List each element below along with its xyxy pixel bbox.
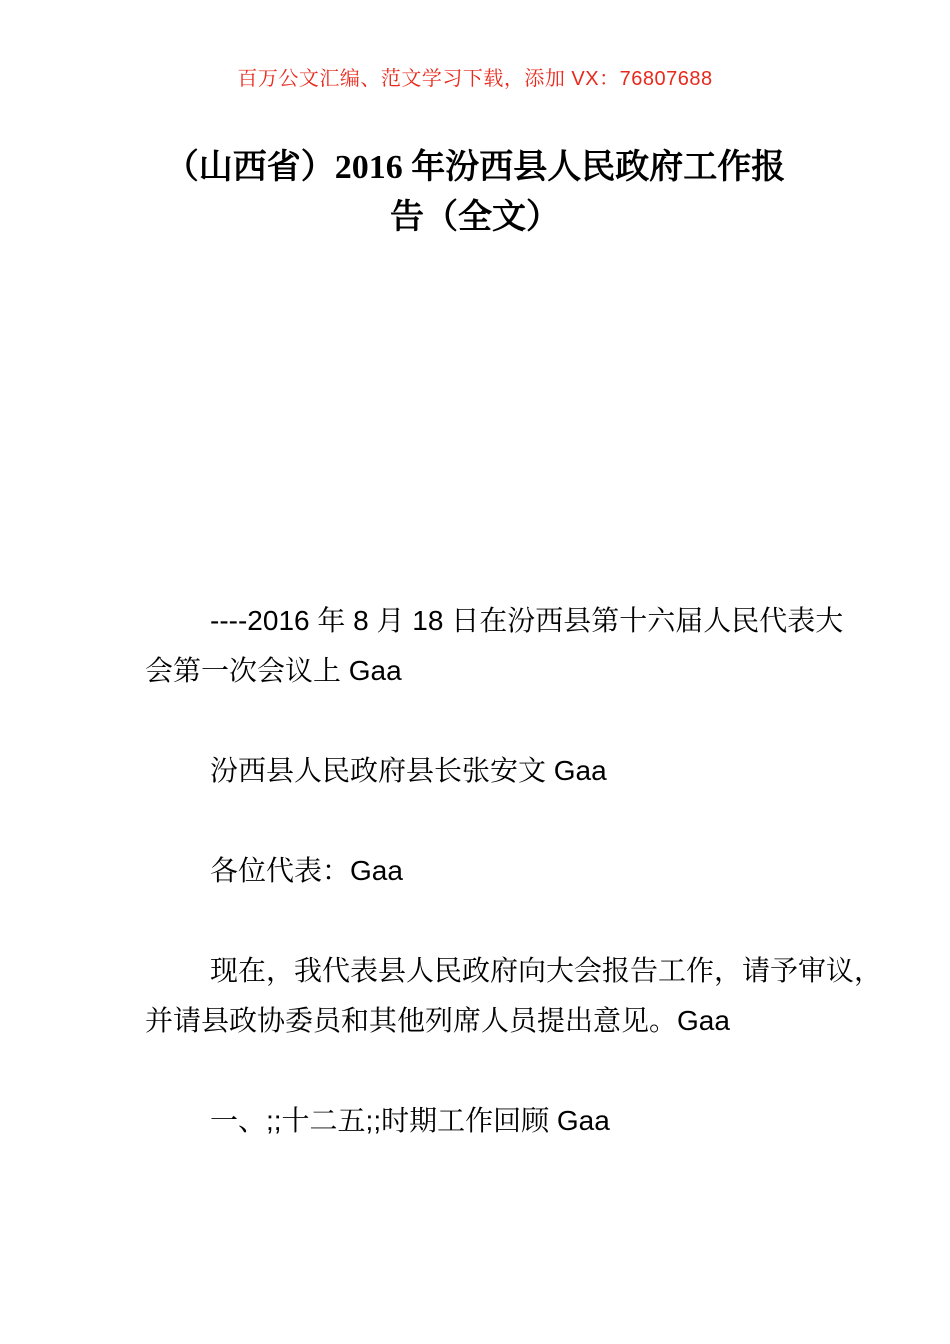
paragraph-line: 汾西县人民政府县长张安文 Gaa xyxy=(210,755,607,786)
paragraph-line: 一、;;十二五;;时期工作回顾 Gaa xyxy=(210,1105,610,1136)
promo-banner: 百万公文汇编、范文学习下载，添加 VX：76807688 xyxy=(237,68,713,90)
paragraph-line: 会第一次会议上 Gaa xyxy=(145,655,402,686)
paragraph-intro xyxy=(145,946,883,1046)
paragraph-line: 现在，我代表县人民政府向大会报告工作，请予审议， xyxy=(210,955,883,986)
paragraph-line: 并请县政协委员和其他列席人员提出意见。Gaa xyxy=(145,1005,730,1036)
title-line-2: 告（全文） xyxy=(390,199,560,236)
paragraph-line: ----2016 年 8 月 18 日在汾西县第十六届人民代表大 xyxy=(210,605,844,636)
title-line-1: （山西省）2016 年汾西县人民政府工作报 xyxy=(164,149,786,186)
document-body xyxy=(145,596,883,1196)
paragraph-section-heading xyxy=(145,1096,817,1146)
paragraph-line: 各位代表：Gaa xyxy=(210,855,403,886)
document-title xyxy=(139,143,811,243)
paragraph-speaker xyxy=(145,746,817,796)
paragraph-salutation xyxy=(145,846,817,896)
paragraph-meeting-date xyxy=(145,596,844,696)
